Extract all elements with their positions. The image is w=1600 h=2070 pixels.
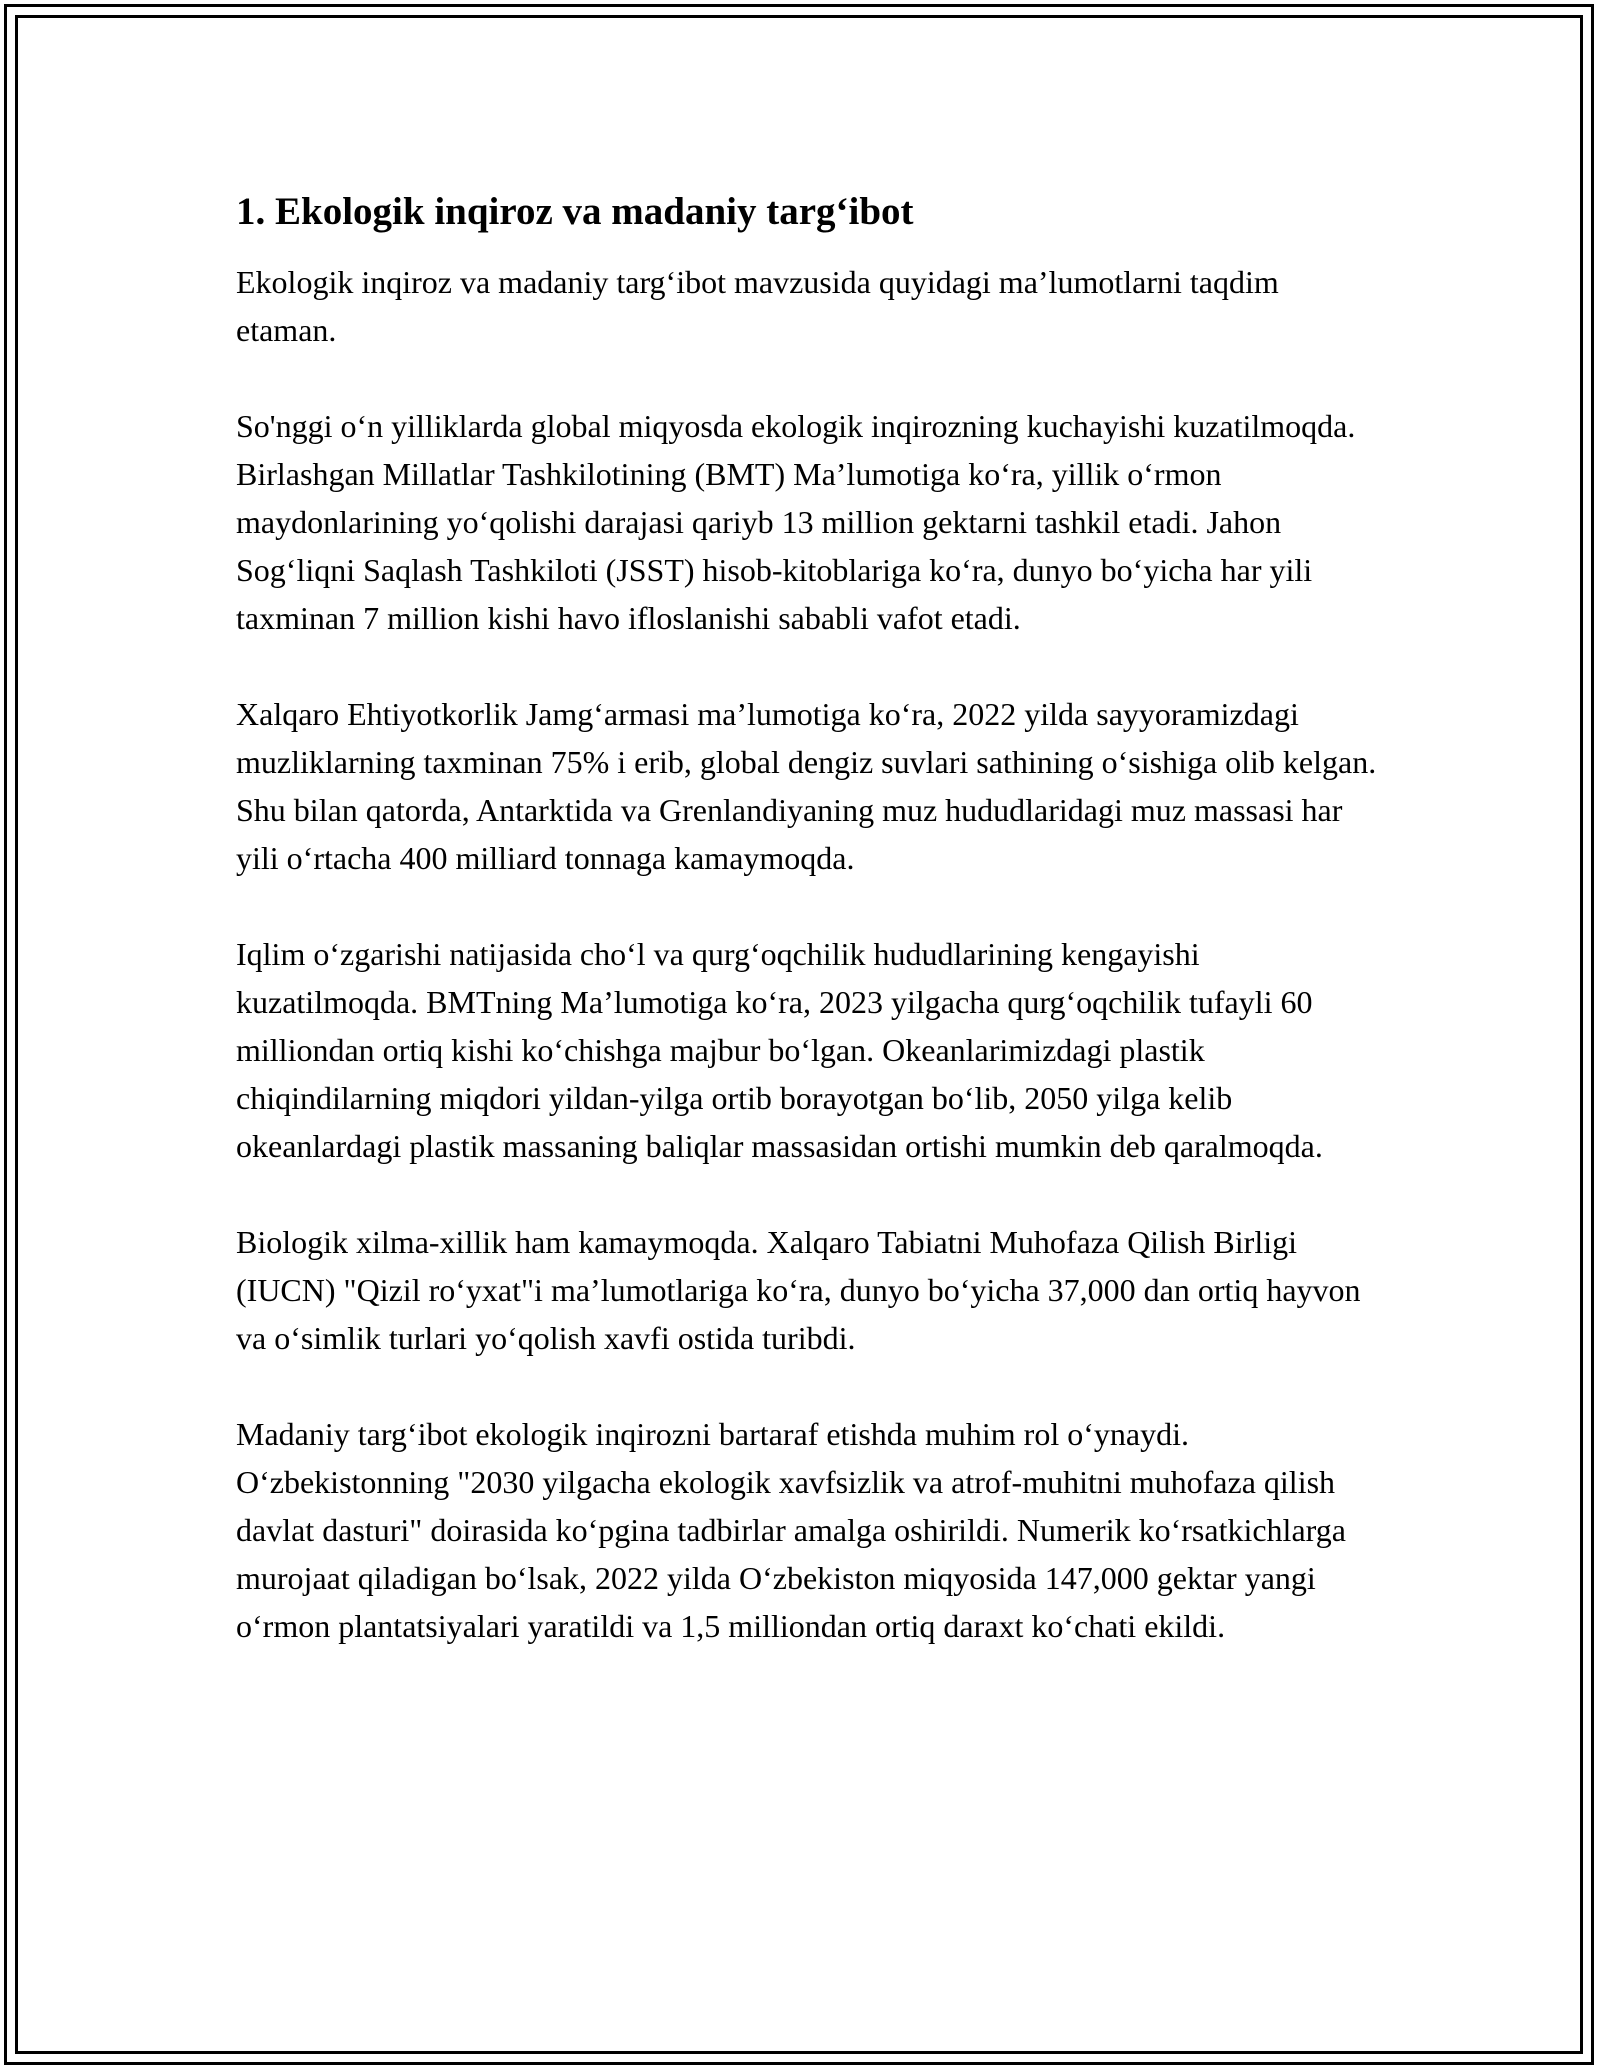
paragraph-deforestation: So'nggi o‘n yilliklarda global miqyosda ekologik inqirozning kuchayishi kuzatilmoqda. Birlashgan Millatlar Tashkilotining (BMT) Ma’lumotiga ko‘ra, yillik o‘rmon maydonlarining yo‘qolishi darajasi qariyb 13 million gektarni tashkil etadi. Jahon Sog‘liqni Saqlash Tashkiloti (JSST) hisob-kitoblariga ko‘ra, dunyo bo‘yicha har yili taxminan 7 million kishi havo ifloslanishi sababli vafot etadi. (236, 408, 1356, 636)
paragraph-biodiversity: Biologik xilma-xillik ham kamaymoqda. Xalqaro Tabiatni Muhofaza Qilish Birligi (IUCN) "Qizil ro‘yxat"i ma’lumotlariga ko‘ra, dunyo bo‘yicha 37,000 dan ortiq hayvon va o‘simlik turlari yo‘qolish xavfi ostida turibdi. (236, 1224, 1361, 1356)
paragraph-intro: Ekologik inqiroz va madaniy targ‘ibot mavzusida quyidagi ma’lumotlarni taqdim etaman. (236, 264, 1279, 348)
paragraph-desertification: Iqlim o‘zgarishi natijasida cho‘l va qurg‘oqchilik hududlarining kengayishi kuzatilmoqda. BMTning Ma’lumotiga ko‘ra, 2023 yilgacha qurg‘oqchilik tufayli 60 milliondan ortiq kishi ko‘chishga majbur bo‘lgan. Okeanlarimizdagi plastik chiqindilarning miqdori yildan-yilga ortib borayotgan bo‘lib, 2050 yilga kelib okeanlardagi plastik massaning baliqlar massasidan ortishi mumkin deb qaralmoqda. (236, 936, 1323, 1164)
paragraph-cultural-promotion: Madaniy targ‘ibot ekologik inqirozni bartaraf etishda muhim rol o‘ynaydi. O‘zbekistonning "2030 yilgacha ekologik xavfsizlik va atrof-muhitni muhofaza qilish davlat dasturi" doirasida ko‘pgina tadbirlar amalga oshirildi. Numerik ko‘rsatkichlarga murojaat qiladigan bo‘lsak, 2022 yilda O‘zbekiston miqyosida 147,000 gektar yangi o‘rmon plantatsiyalari yaratildi va 1,5 milliondan ortiq daraxt ko‘chati ekildi. (236, 1416, 1346, 1644)
paragraph-glaciers: Xalqaro Ehtiyotkorlik Jamg‘armasi ma’lumotiga ko‘ra, 2022 yilda sayyoramizdagi muzliklarning taxminan 75% i erib, global dengiz suvlari sathining o‘sishiga olib kelgan. Shu bilan qatorda, Antarktida va Grenlandiyaning muz hududlaridagi muz massasi har yili o‘rtacha 400 milliard tonnaga kamaymoqda. (236, 696, 1377, 876)
section-heading: 1. Ekologik inqiroz va madaniy targ‘ibot (236, 190, 914, 233)
document-body (236, 188, 1386, 1698)
